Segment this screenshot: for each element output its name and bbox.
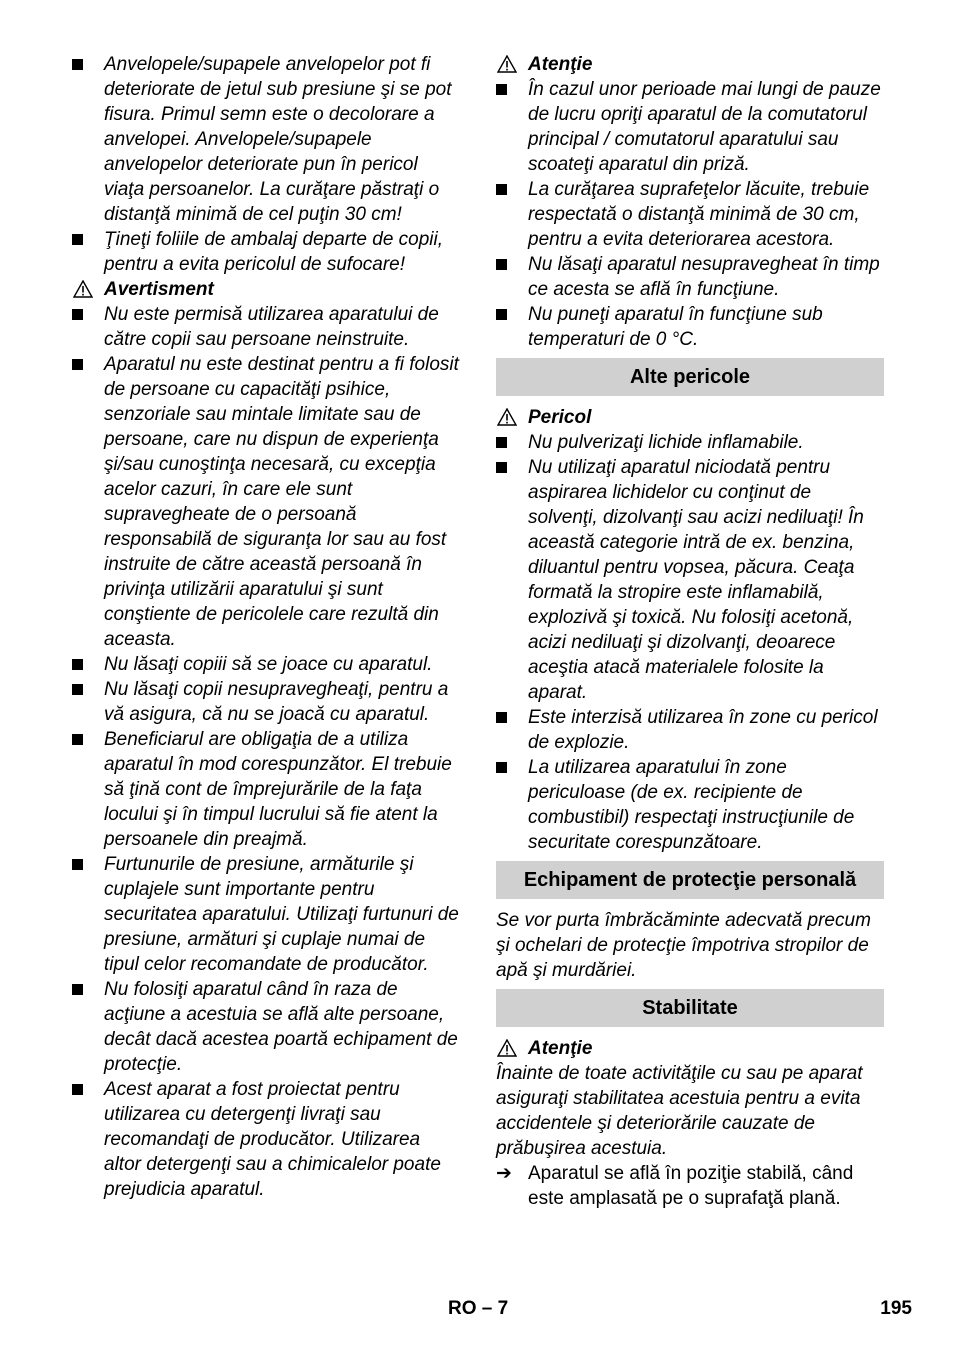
square-bullet-icon xyxy=(496,437,507,448)
list-item-text: La utilizarea aparatului în zone periculoase (de ex. recipiente de combustibil) respectaţi instrucţiunile de securitate corespunzătoare. xyxy=(528,757,855,853)
square-bullet-icon xyxy=(496,462,507,473)
warning-triangle-icon xyxy=(497,55,517,73)
list-item-text: Nu este permisă utilizarea aparatului de către copii sau persoane neinstruite. xyxy=(104,304,439,350)
list-item-text: Nu puneţi aparatul în funcţiune sub temperaturi de 0 °C. xyxy=(528,304,823,350)
list-item-text: Nu lăsaţi copii nesupravegheaţi, pentru a vă asigura, că nu se joacă cu aparatul. xyxy=(104,679,449,725)
danger-notice xyxy=(496,405,884,430)
list-item-text: În cazul unor perioade mai lungi de pauze de lucru opriţi aparatul de la comutatorul principal / comutatorul aparatului sau scoateţi aparatul din priză. xyxy=(528,79,881,175)
left-list-a xyxy=(72,52,460,277)
list-item xyxy=(72,677,460,727)
list-item xyxy=(72,227,460,277)
list-item xyxy=(72,1077,460,1202)
list-item xyxy=(72,977,460,1077)
list-item xyxy=(72,652,460,677)
square-bullet-icon xyxy=(496,762,507,773)
stability-caution-notice xyxy=(496,1036,884,1061)
stability-paragraph: Înainte de toate activităţile cu sau pe aparat asiguraţi stabilitatea acestuia pentru a evita accidentele şi deteriorările cauzate de prăbuşirea acestuia. xyxy=(496,1063,863,1159)
list-item xyxy=(496,755,884,855)
list-item-text: Beneficiarul are obligaţia de a utiliza aparatul în mod corespunzător. El trebuie să ţină cont de împrejurările de la faţa locului şi în timpul lucrului să fie atent la persoanele din preajmă. xyxy=(104,729,452,850)
square-bullet-icon xyxy=(496,184,507,195)
right-list-a xyxy=(496,77,884,352)
warning-triangle-icon xyxy=(497,1039,517,1057)
right-column xyxy=(496,52,884,1211)
square-bullet-icon xyxy=(72,734,83,745)
list-item-text: Nu lăsaţi aparatul nesupravegheat în timp ce acesta se află în funcţiune. xyxy=(528,254,880,300)
warning-triangle-icon xyxy=(73,280,93,298)
square-bullet-icon xyxy=(496,712,507,723)
section-heading-stability: Stabilitate xyxy=(496,989,884,1027)
footer-section-label: RO – 7 xyxy=(448,1298,509,1319)
list-item xyxy=(496,455,884,705)
list-item xyxy=(72,852,460,977)
square-bullet-icon xyxy=(496,259,507,270)
result-text: Aparatul se află în poziţie stabilă, când este amplasată pe o suprafaţă plană. xyxy=(528,1163,854,1209)
arrow-right-icon: ➔ xyxy=(496,1163,512,1184)
list-item-text: Nu lăsaţi copiii să se joace cu aparatul. xyxy=(104,654,433,675)
list-item xyxy=(72,352,460,652)
footer-page-number: 195 xyxy=(880,1298,912,1319)
list-item xyxy=(496,77,884,177)
list-item-text: Anvelopele/supapele anvelopelor pot fi deteriorate de jetul sub presiune şi se pot fisura. Primul semn este o decolorare a anvelopei. Anvelopele/supapele anvelopelor deteriorate pun în pericol viaţa persoanelor. La curăţare păstraţi o distanţă minimă de cel puţin 30 cm! xyxy=(104,54,452,225)
list-item xyxy=(496,177,884,252)
ppe-paragraph: Se vor purta îmbrăcăminte adecvată precum şi ochelari de protecţie împotriva stropilor de apă şi murdăriei. xyxy=(496,910,871,981)
list-item-text: Nu utilizaţi aparatul niciodată pentru aspirarea lichidelor cu conţinut de solvenţi, dizolvanţi sau acizi nediluaţi! În această categorie intră de ex. benzina, diluantul pentru vopsea, păcura. Ceaţa formată la stropire este inflamabilă, explozivă şi toxică. Nu folosiţi acetonă, acizi nediluaţi şi dizolvanţi, deoarece aceştia atacă materialele folosite la aparat. xyxy=(528,457,864,703)
list-item-text: Nu pulverizaţi lichide inflamabile. xyxy=(528,432,804,453)
square-bullet-icon xyxy=(496,309,507,320)
list-item-text: Acest aparat a fost proiectat pentru utilizarea cu detergenţi livraţi sau recomandaţi de producător. Utilizarea altor detergenţi sau a chimicalelor poate prejudicia aparatul. xyxy=(104,1079,441,1200)
list-item xyxy=(72,302,460,352)
square-bullet-icon xyxy=(72,984,83,995)
warning-label: Avertisment xyxy=(104,279,214,300)
list-item xyxy=(72,727,460,852)
list-item xyxy=(496,430,884,455)
left-column xyxy=(72,52,460,1202)
square-bullet-icon xyxy=(72,359,83,370)
list-item-text: Aparatul nu este destinat pentru a fi folosit de persoane cu capacităţi psihice, senzoriale sau mintale limitate sau de persoane, care nu dispun de experienţa şi/sau cunoştinţa necesară, cu excepţia acelor cazuri, în care ele sunt supravegheate de o persoană responsabilă de siguranţa lor sau au fost instruite de către această persoană în privinţa utilizării aparatului şi sunt conştiente de pericolele care rezultă din aceasta. xyxy=(104,354,459,650)
danger-label: Pericol xyxy=(528,407,592,428)
warning-triangle-icon xyxy=(497,408,517,426)
list-item xyxy=(496,252,884,302)
list-item xyxy=(496,302,884,352)
warning-notice xyxy=(72,277,460,302)
square-bullet-icon xyxy=(72,59,83,70)
section-heading-other-hazards: Alte pericole xyxy=(496,358,884,396)
list-item-text: Nu folosiţi aparatul când în raza de acţiune a acestuia se află alte persoane, decât dacă acestea poartă echipament de protecţie. xyxy=(104,979,458,1075)
list-item-text: Furtunurile de presiune, armăturile şi cuplajele sunt importante pentru securitatea aparatului. Utilizaţi furtunuri de presiune, armături şi cuplaje numai de tipul celor recomandate de producător. xyxy=(104,854,459,975)
list-item xyxy=(496,705,884,755)
square-bullet-icon xyxy=(72,234,83,245)
list-item-text: La curăţarea suprafeţelor lăcuite, trebuie respectată o distanţă minimă de 30 cm, pentru a evita deteriorarea acestora. xyxy=(528,179,870,250)
result-step xyxy=(496,1161,884,1211)
square-bullet-icon xyxy=(72,659,83,670)
square-bullet-icon xyxy=(72,859,83,870)
list-item-text: Ţineţi foliile de ambalaj departe de copii, pentru a evita pericolul de sufocare! xyxy=(104,229,444,275)
square-bullet-icon xyxy=(496,84,507,95)
caution-notice xyxy=(496,52,884,77)
square-bullet-icon xyxy=(72,1084,83,1095)
square-bullet-icon xyxy=(72,684,83,695)
list-item xyxy=(72,52,460,227)
list-item-text: Este interzisă utilizarea în zone cu pericol de explozie. xyxy=(528,707,878,753)
section-heading-ppe: Echipament de protecţie personală xyxy=(496,861,884,899)
left-list-b xyxy=(72,302,460,1202)
caution-label: Atenţie xyxy=(528,54,593,75)
square-bullet-icon xyxy=(72,309,83,320)
right-list-b xyxy=(496,430,884,855)
caution-label: Atenţie xyxy=(528,1038,593,1059)
